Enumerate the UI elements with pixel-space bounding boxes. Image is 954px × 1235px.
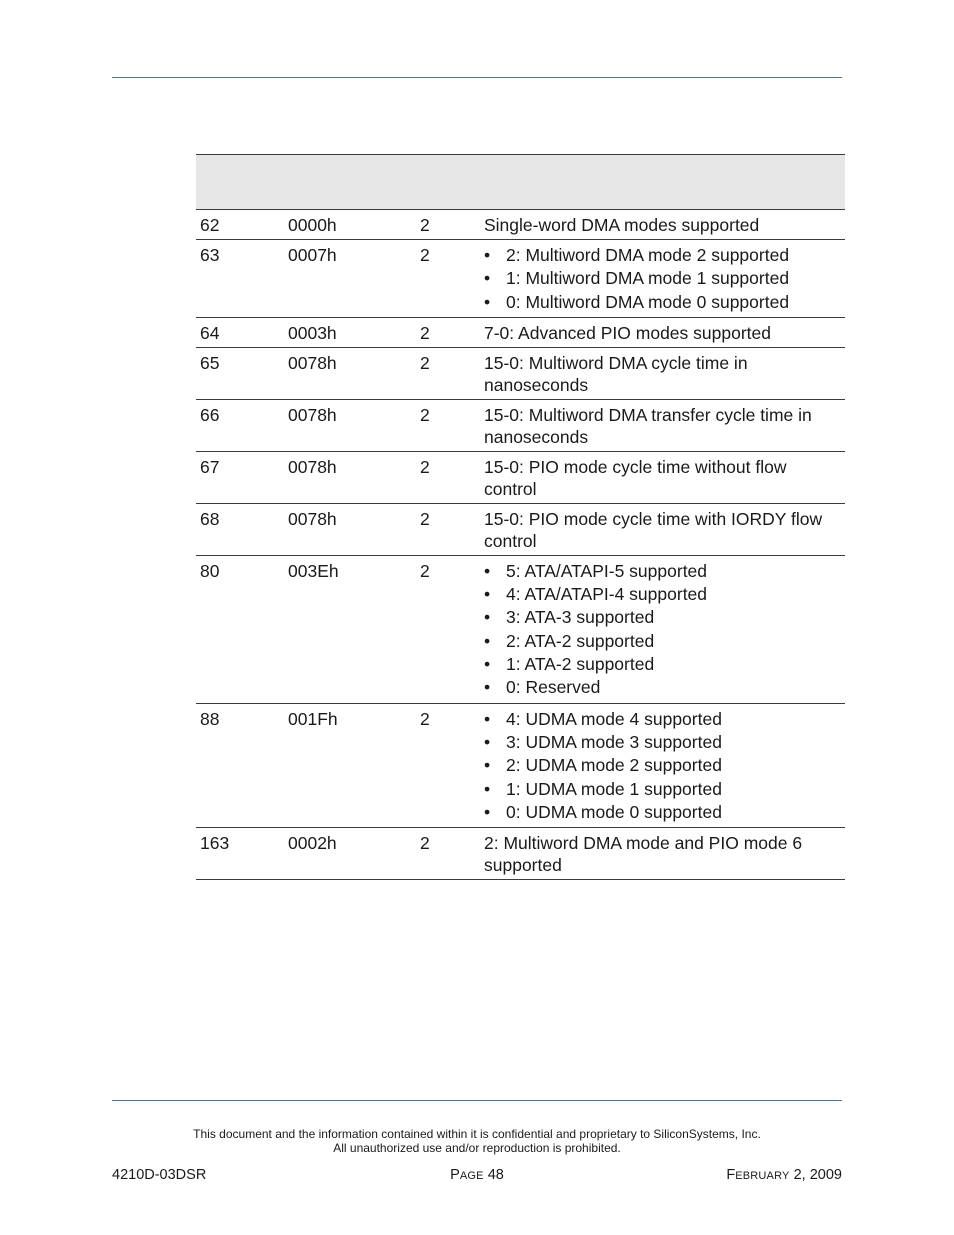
bullet-text: 1: Multiword DMA mode 1 supported [506, 268, 790, 289]
bullet-icon: • [484, 654, 491, 675]
cell-description: 7-0: Advanced PIO modes supported [484, 317, 845, 347]
bullet-text: 4: UDMA mode 4 supported [506, 708, 722, 729]
bullet-item [484, 630, 839, 653]
table-header-cell [484, 155, 845, 210]
cell-value: 0000h [288, 210, 420, 240]
bullet-icon: • [484, 607, 491, 628]
cell-value: 0078h [288, 399, 420, 451]
bullet-text: 4: ATA/ATAPI-4 supported [506, 584, 708, 605]
header-rule [112, 77, 842, 78]
cell-value: 001Fh [288, 703, 420, 827]
cell-word: 67 [196, 451, 288, 503]
bullet-text: 3: ATA-3 supported [506, 607, 655, 628]
cell-value: 003Eh [288, 555, 420, 703]
cell-description: 15-0: PIO mode cycle time with IORDY flow control [484, 503, 845, 555]
cell-size: 2 [420, 555, 484, 703]
table-row [196, 828, 845, 880]
table-row [196, 555, 845, 703]
cell-description [484, 555, 845, 703]
cell-description [484, 703, 845, 827]
table-header-cell [288, 155, 420, 210]
cell-description: Single-word DMA modes supported [484, 210, 845, 240]
table-row [196, 210, 845, 240]
bullet-item [484, 653, 839, 676]
cell-size: 2 [420, 347, 484, 399]
notice-line: All unauthorized use and/or reproduction is prohibited. [333, 1140, 621, 1155]
date-month-rest: EBRUARY [735, 1170, 790, 1182]
cell-size: 2 [420, 503, 484, 555]
page-label-rest: AGE [459, 1170, 484, 1182]
cell-word: 66 [196, 399, 288, 451]
bullet-icon: • [484, 778, 491, 799]
table-header-cell [196, 155, 288, 210]
bullet-text: 2: ATA-2 supported [506, 630, 655, 651]
bullet-icon: • [484, 731, 491, 752]
cell-word: 64 [196, 317, 288, 347]
cell-word: 163 [196, 828, 288, 880]
table-row [196, 703, 845, 827]
bullet-text: 2: Multiword DMA mode 2 supported [506, 245, 790, 265]
notice-line: This document and the information contained within it is confidential and proprietary to SiliconSystems, Inc. [193, 1127, 761, 1141]
cell-size: 2 [420, 703, 484, 827]
cell-description: 15-0: PIO mode cycle time without flow control [484, 451, 845, 503]
bullet-icon: • [484, 755, 491, 776]
identify-data-table [196, 154, 845, 880]
bullet-item [484, 778, 839, 801]
cell-value: 0003h [288, 317, 420, 347]
bullet-item [484, 583, 839, 606]
bullet-item [484, 731, 839, 754]
bullet-item [484, 754, 839, 777]
bullet-item [484, 801, 839, 824]
cell-word: 80 [196, 555, 288, 703]
cell-description: 2: Multiword DMA mode and PIO mode 6 supported [484, 828, 845, 880]
table-header-row [196, 155, 845, 210]
cell-value: 0078h [288, 347, 420, 399]
bullet-text: 0: Reserved [506, 677, 601, 698]
bullet-text: 0: UDMA mode 0 supported [506, 801, 722, 822]
bullet-text: 3: UDMA mode 3 supported [506, 731, 722, 752]
bullet-item [484, 267, 839, 290]
footer-rule [112, 1100, 842, 1101]
bullet-list [484, 244, 839, 314]
cell-size: 2 [420, 240, 484, 318]
bullet-icon: • [484, 708, 491, 729]
bullet-text: 1: ATA-2 supported [506, 654, 655, 675]
table-row [196, 347, 845, 399]
bullet-icon: • [484, 560, 491, 581]
bullet-icon: • [484, 677, 491, 698]
date-initial: F [726, 1167, 736, 1183]
bullet-icon: • [484, 801, 491, 822]
bullet-list [484, 708, 839, 824]
bullet-item [484, 244, 839, 267]
cell-word: 68 [196, 503, 288, 555]
bullet-icon: • [484, 584, 491, 605]
cell-value: 0078h [288, 503, 420, 555]
cell-value: 0078h [288, 451, 420, 503]
bullet-item [484, 606, 839, 629]
bullet-icon: • [484, 268, 491, 289]
bullet-icon: • [484, 630, 491, 651]
cell-size: 2 [420, 317, 484, 347]
cell-size: 2 [420, 451, 484, 503]
table-row [196, 399, 845, 451]
confidentiality-notice [0, 1128, 954, 1155]
bullet-text: 1: UDMA mode 1 supported [506, 778, 722, 799]
bullet-text: 5: ATA/ATAPI-5 supported [506, 560, 708, 581]
cell-word: 62 [196, 210, 288, 240]
cell-description [484, 240, 845, 318]
page-label-initial: P [450, 1167, 460, 1183]
document-date [726, 1167, 842, 1183]
cell-value: 0002h [288, 828, 420, 880]
cell-value: 0007h [288, 240, 420, 318]
table-header-cell [420, 155, 484, 210]
bullet-item [484, 291, 839, 314]
cell-word: 65 [196, 347, 288, 399]
cell-description: 15-0: Multiword DMA cycle time in nanoseconds [484, 347, 845, 399]
bullet-item [484, 676, 839, 699]
bullet-list [484, 560, 839, 700]
cell-description: 15-0: Multiword DMA transfer cycle time in nanoseconds [484, 399, 845, 451]
bullet-item [484, 560, 839, 583]
table-row [196, 451, 845, 503]
bullet-item [484, 708, 839, 731]
table-row [196, 240, 845, 318]
cell-word: 63 [196, 240, 288, 318]
table-body [196, 210, 845, 880]
page-number-value: 48 [487, 1167, 504, 1183]
table-row [196, 503, 845, 555]
cell-size: 2 [420, 399, 484, 451]
date-rest: 2, 2009 [793, 1167, 842, 1183]
bullet-text: 0: Multiword DMA mode 0 supported [506, 291, 790, 312]
table-row [196, 317, 845, 347]
cell-word: 88 [196, 703, 288, 827]
cell-size: 2 [420, 210, 484, 240]
bullet-icon: • [484, 245, 491, 265]
bullet-icon: • [484, 291, 491, 312]
bullet-text: 2: UDMA mode 2 supported [506, 755, 722, 776]
cell-size: 2 [420, 828, 484, 880]
document-number: 4210D-03DSR [112, 1167, 207, 1183]
